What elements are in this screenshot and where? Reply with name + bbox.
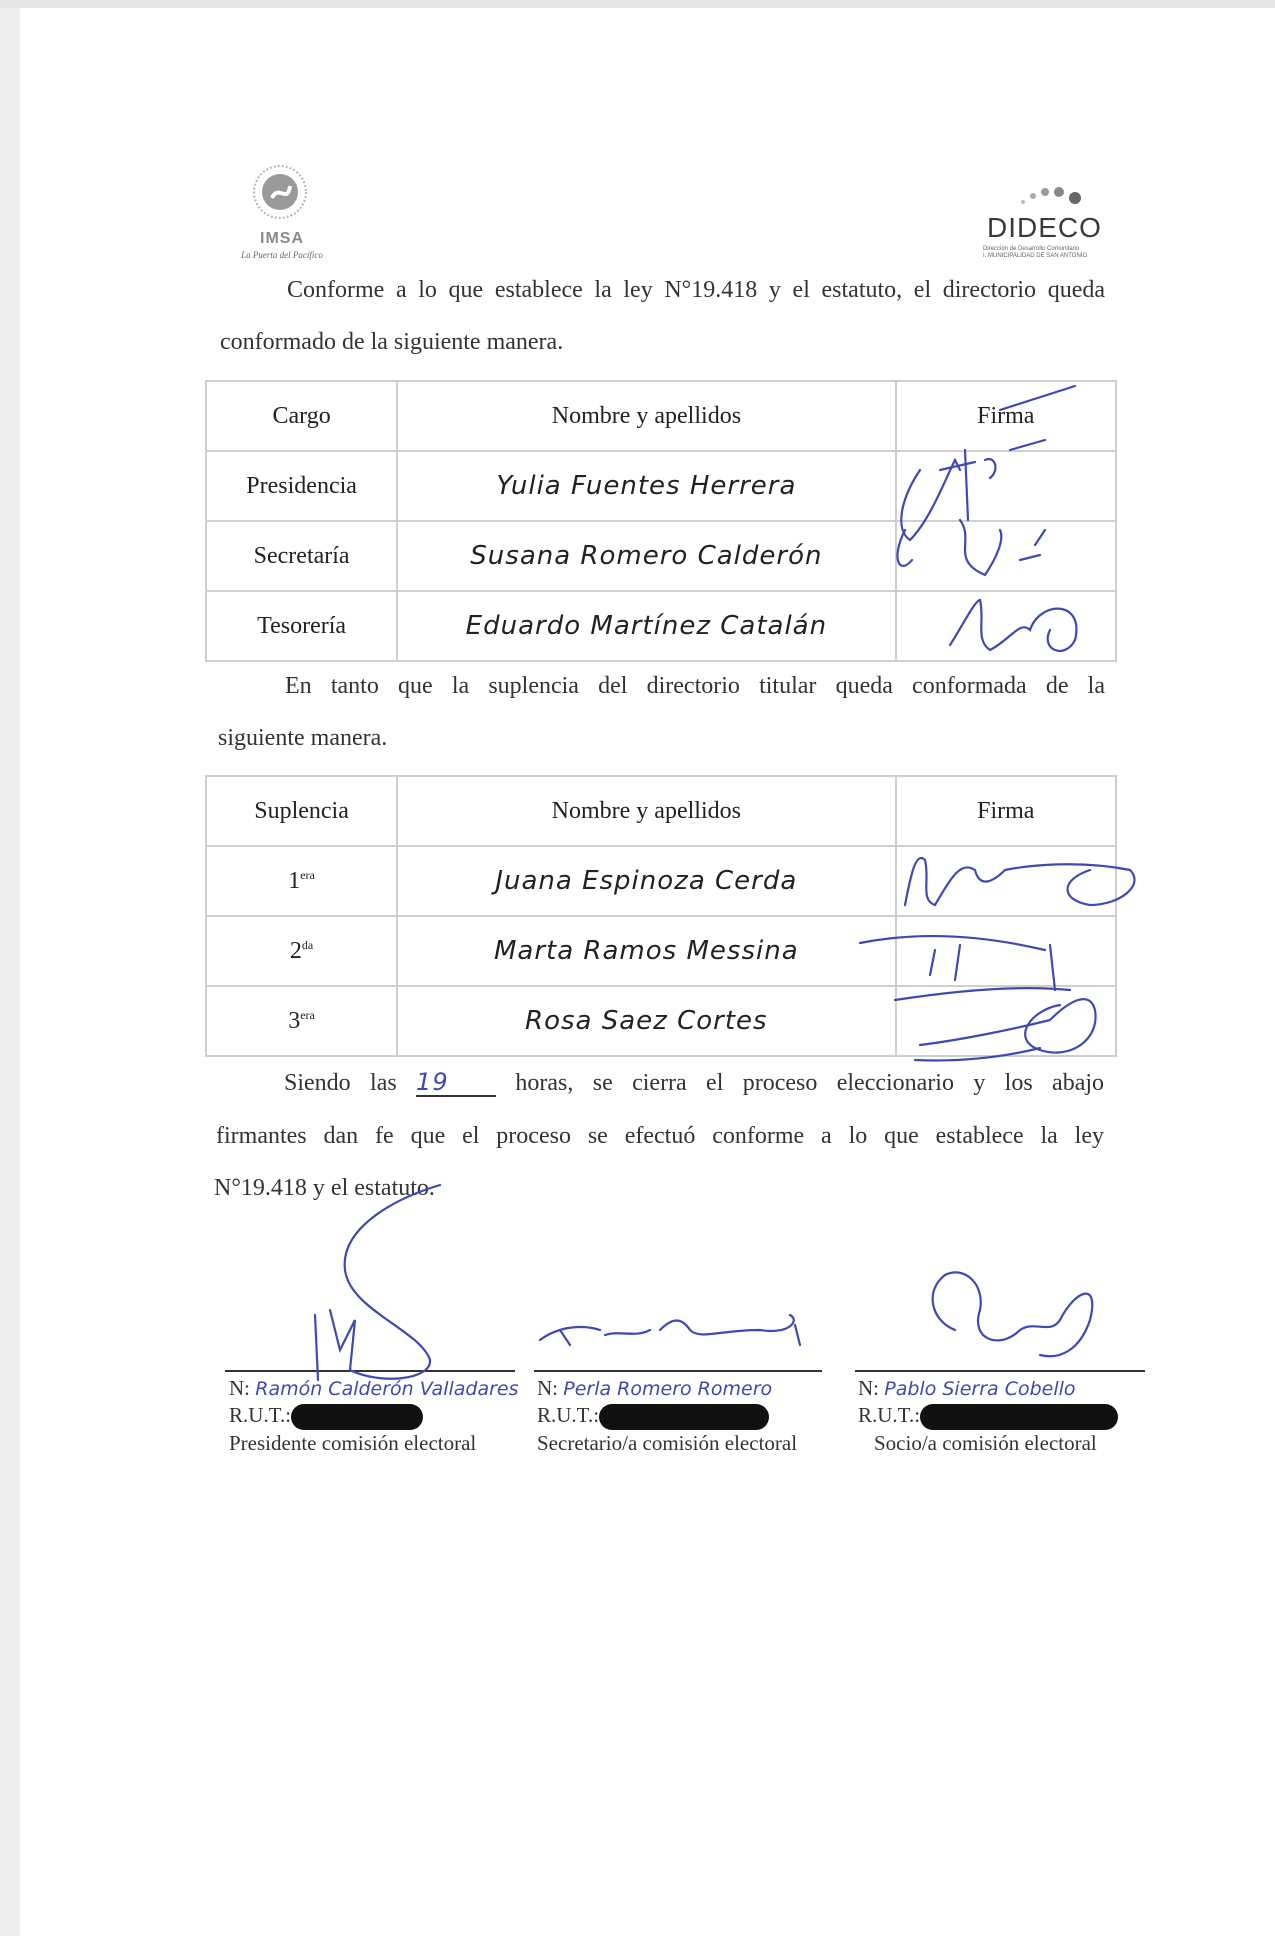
signature-cell <box>896 846 1116 916</box>
redaction-bar <box>599 1404 769 1430</box>
imsa-wordmark: IMSA <box>260 230 304 247</box>
header-nombre: Nombre y apellidos <box>397 381 895 451</box>
header-nombre: Nombre y apellidos <box>397 776 895 846</box>
signature-member-commission <box>933 1272 1093 1356</box>
table-row <box>206 451 1116 521</box>
intro-line-1: Conforme a lo que establece la ley N°19.418 y el estatuto, el directorio queda <box>287 277 1105 303</box>
cargo-cell: Presidencia <box>206 451 397 521</box>
closing-line-2: firmantes dan fe que el proceso se efectuó conforme a lo que establece la ley <box>216 1123 1104 1149</box>
table-row <box>206 846 1116 916</box>
table-row <box>206 986 1116 1056</box>
signer-member: N: Pablo Sierra Cobello R.U.T.: Socio/a comisión electoral <box>858 1375 1158 1456</box>
suplencia-table <box>205 775 1117 1057</box>
table-row <box>206 591 1116 661</box>
suplencia-number: $3^{era}$ <box>206 986 397 1056</box>
directorio-table <box>205 380 1117 662</box>
suplencia-number: $1^{era}$ <box>206 846 397 916</box>
signer-role: Secretario/a comisión electoral <box>537 1431 798 1456</box>
closing-line-3: N°19.418 y el estatuto. <box>214 1175 435 1201</box>
signer-role: Socio/a comisión electoral <box>874 1431 1097 1456</box>
closing-line-1: Siendo las 19 horas, se cierra el proceso eleccionario y los abajo <box>284 1068 1105 1096</box>
signature-cell <box>896 986 1116 1056</box>
intro-line-2: conformado de la siguiente manera. <box>220 329 564 355</box>
imsa-tagline: La Puerta del Pacífico <box>241 250 323 260</box>
dideco-dots-icon <box>1015 180 1095 210</box>
handwritten-name: Juana Espinoza Cerda <box>397 846 895 916</box>
handwritten-name: Pablo Sierra Cobello <box>884 1378 1076 1400</box>
signature-secretary-commission <box>540 1315 800 1345</box>
handwritten-name: Perla Romero Romero <box>563 1378 773 1400</box>
middle-line-1: En tanto que la suplencia del directorio titular queda conformada de la <box>285 673 1105 699</box>
signer-president: N: Ramón Calderón Valladares R.U.T.: Presidente comisión electoral <box>229 1375 529 1456</box>
handwritten-name: Marta Ramos Messina <box>397 916 895 986</box>
signer-role: Presidente comisión electoral <box>229 1431 477 1456</box>
cargo-cell: Tesorería <box>206 591 397 661</box>
handwritten-hour: 19 <box>416 1068 449 1096</box>
handwritten-name: Yulia Fuentes Herrera <box>397 451 895 521</box>
signature-cell <box>896 451 1116 521</box>
header-firma: Firma <box>896 381 1116 451</box>
header-firma: Firma <box>896 776 1116 846</box>
table-header-row <box>206 776 1116 846</box>
handwritten-name: Eduardo Martínez Catalán <box>397 591 895 661</box>
table-header-row <box>206 381 1116 451</box>
redaction-bar <box>920 1404 1118 1430</box>
signature-cell <box>896 591 1116 661</box>
signature-line-1 <box>225 1370 515 1372</box>
header-suplencia: Suplencia <box>206 776 397 846</box>
cargo-cell: Secretaría <box>206 521 397 591</box>
dideco-wordmark: DIDECO <box>987 212 1102 243</box>
signature-line-3 <box>855 1370 1145 1372</box>
scan-top-edge <box>0 0 1275 8</box>
suplencia-number: $2^{da}$ <box>206 916 397 986</box>
middle-line-2: siguiente manera. <box>218 725 388 751</box>
handwritten-name: Susana Romero Calderón <box>397 521 895 591</box>
signer-secretary: N: Perla Romero Romero R.U.T.: Secretario/a comisión electoral <box>537 1375 837 1456</box>
signature-cell <box>896 916 1116 986</box>
header-cargo: Cargo <box>206 381 397 451</box>
handwritten-name: Ramón Calderón Valladares <box>255 1378 519 1400</box>
signature-cell <box>896 521 1116 591</box>
table-row <box>206 521 1116 591</box>
imsa-seal-icon <box>252 164 308 220</box>
scan-edge <box>0 0 20 1936</box>
table-row <box>206 916 1116 986</box>
signature-president-commission <box>315 1185 440 1380</box>
imsa-logo <box>222 160 342 270</box>
dideco-subtitle: Dirección de Desarrollo Comunitario I. MUNICIPALIDAD DE SAN ANTONIO <box>983 246 1088 259</box>
signature-line-2 <box>534 1370 822 1372</box>
dideco-logo <box>975 180 1115 260</box>
redaction-bar <box>291 1404 423 1430</box>
handwritten-name: Rosa Saez Cortes <box>397 986 895 1056</box>
